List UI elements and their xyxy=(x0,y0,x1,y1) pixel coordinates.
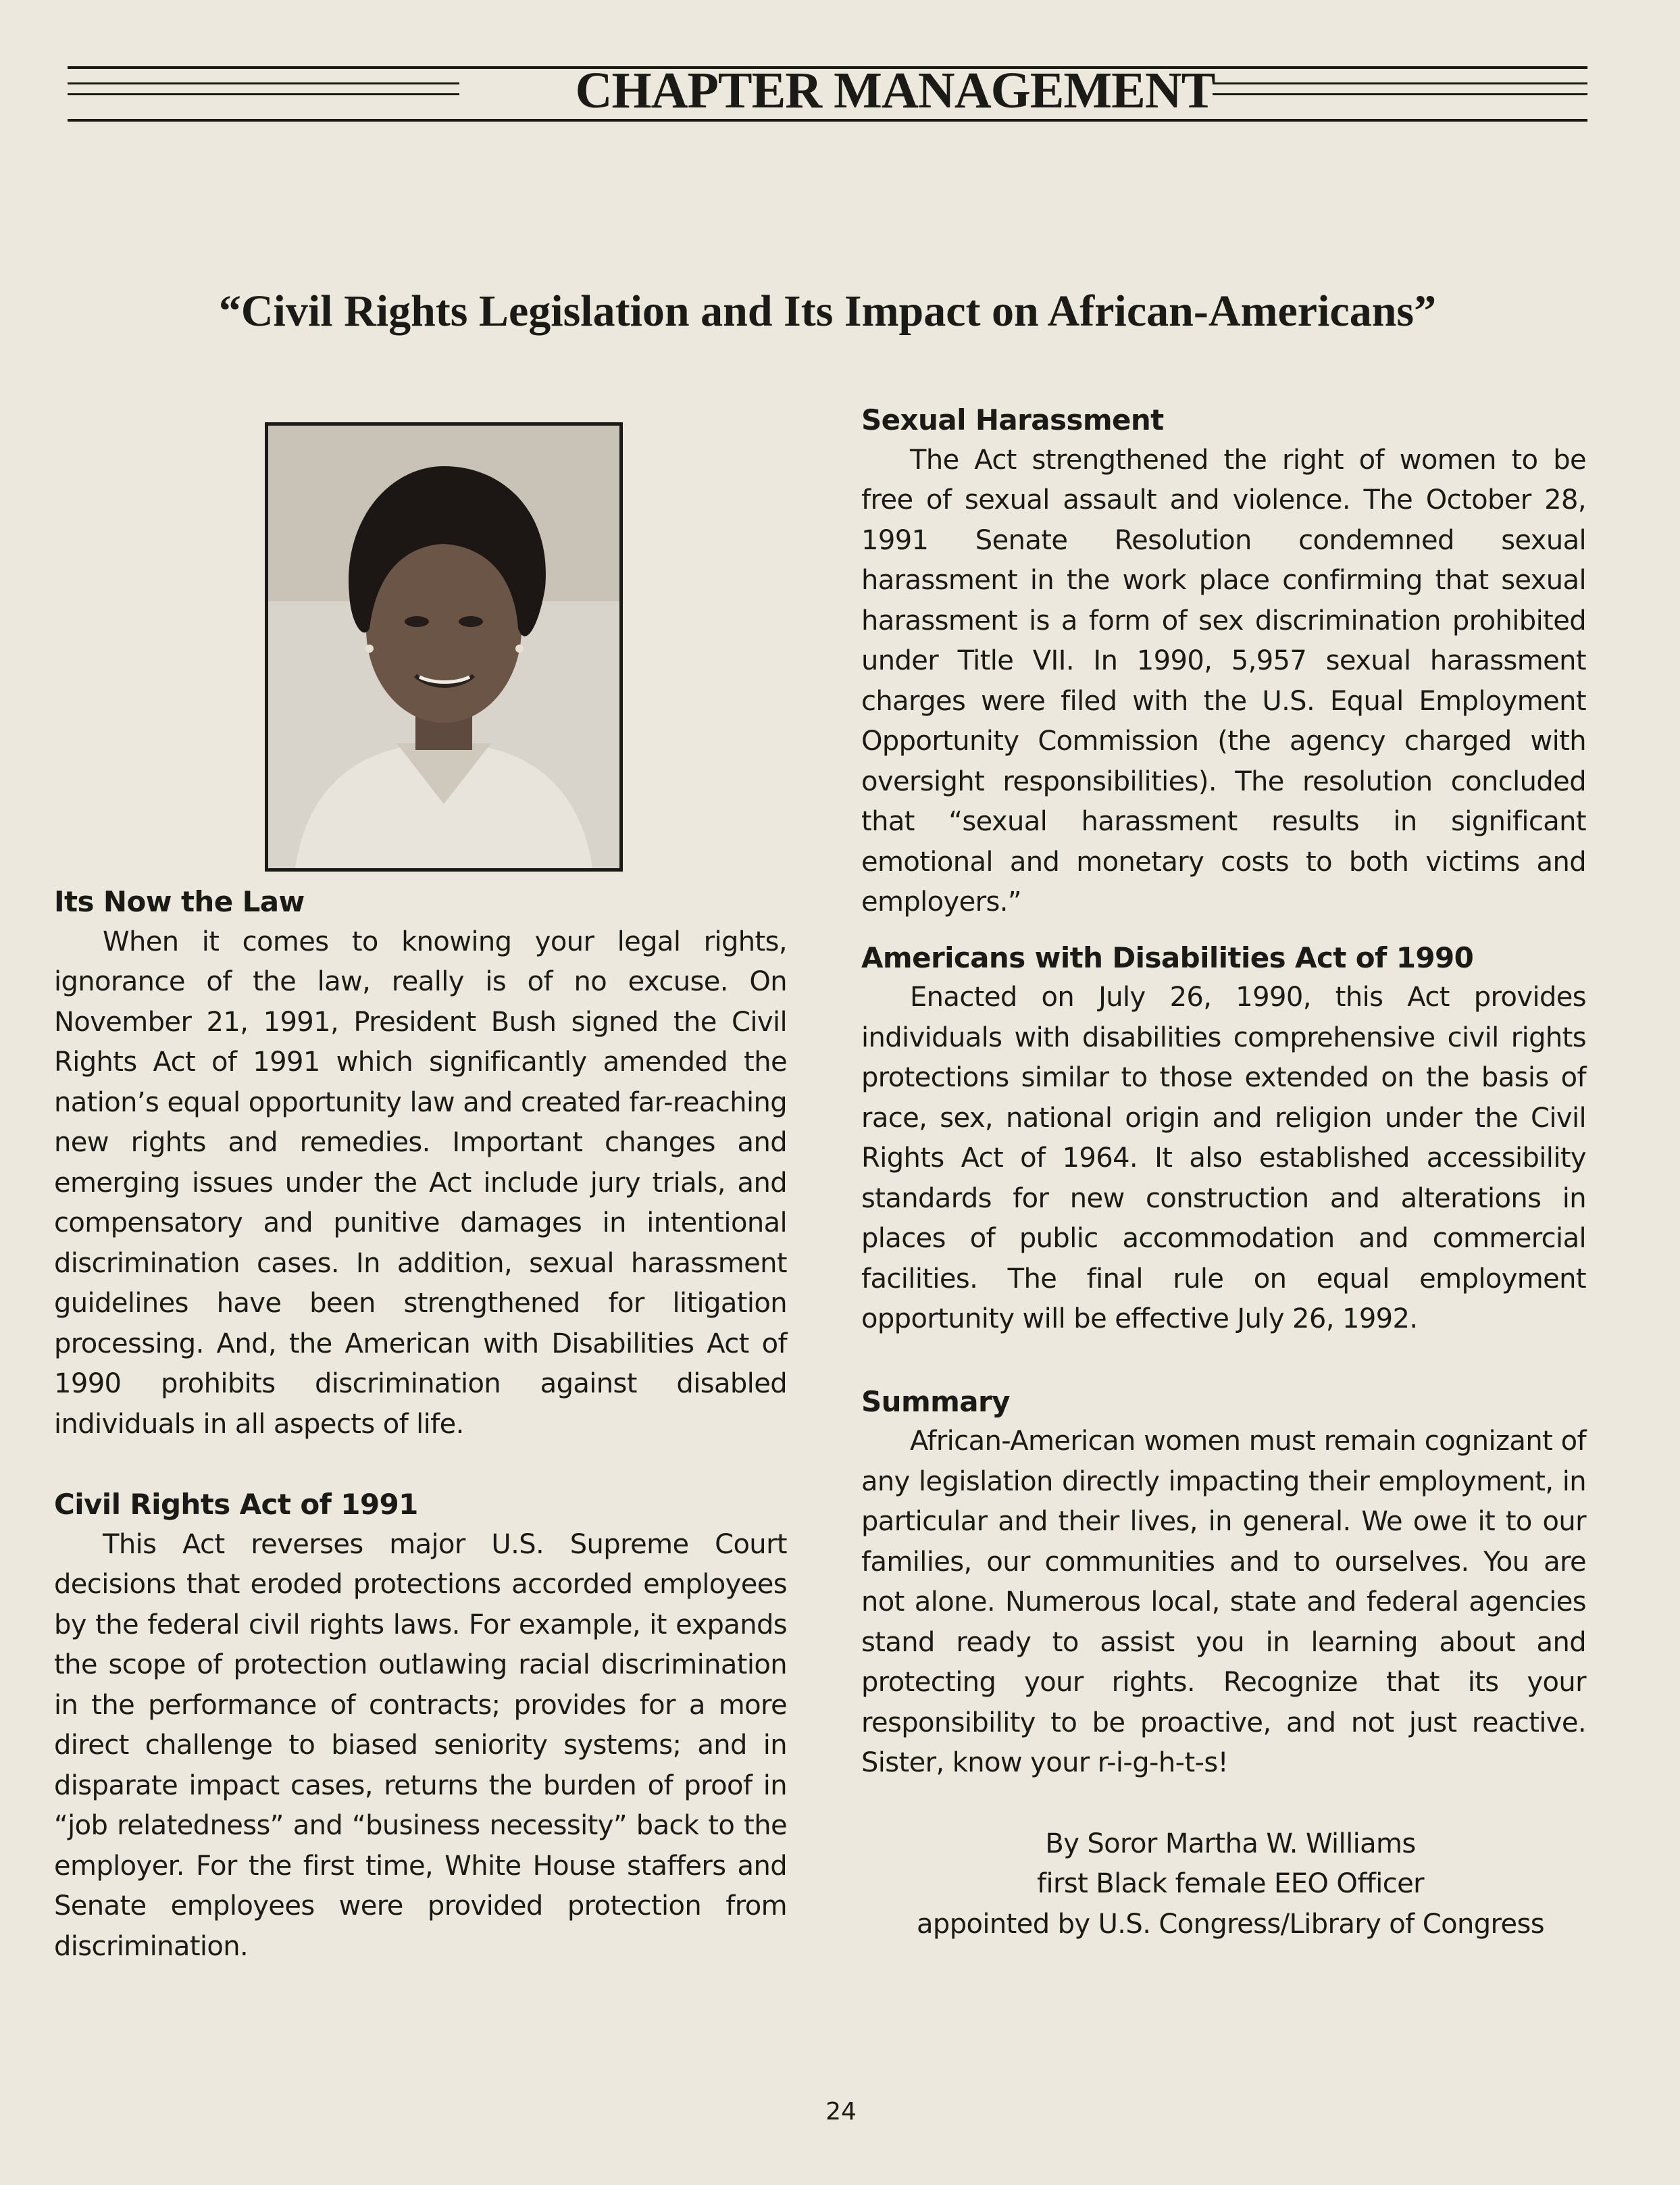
heading-summary: Summary xyxy=(861,1384,1010,1418)
left-column xyxy=(54,882,787,1967)
paragraph-civil-rights-act-1991: This Act reverses major U.S. Supreme Court decisions that eroded protections accorded employees by the federal civil rights laws. For example, it expands the scope of protection outlawing racial discrimination in the performance of contracts; provides for a more direct challenge to biased seniority systems; and in disparate impact cases, returns the burden of proof in “job relatedness” and “business necessity” back to the employer. For the first time, White House staffers and Senate employees were provided protection from discrimination. xyxy=(54,1528,787,1962)
portrait-photo-icon xyxy=(268,426,619,868)
byline-title: first Black female EEO Officer xyxy=(1037,1868,1424,1899)
header-rule-left-1 xyxy=(68,82,459,84)
section-title: CHAPTER MANAGEMENT xyxy=(575,62,1215,119)
header-rule-right-2 xyxy=(1213,93,1587,95)
paragraph-sexual-harassment: The Act strengthened the right of women to be free of sexual assault and violence. The October 28, 1991 Senate Resolution condemned sexual harassment in the work place confirming that sexual harassment is a form of sex discrimination prohibited under Title VII. In 1990, 5,957 sexual harassment charges were filed with the U.S. Equal Employment Opportunity Commission (the agency charged with oversight responsibilities). The resolution concluded that “sexual harassment results in significant emotional and monetary costs to both victims and employers.” xyxy=(861,444,1586,918)
paragraph-summary: African-American women must remain cognizant of any legislation directly impacting their employment, in particular and their lives, in general. We owe it to our families, our communities and to ourselves. You are not alone. Numerous local, state and federal agencies stand ready to assist you in learning about and protecting your rights. Recognize that its your responsibility to be proactive, and not just reactive. Sister, know your r-i-g-h-t-s! xyxy=(861,1426,1586,1778)
byline-author: By Soror Martha W. Williams xyxy=(1045,1828,1416,1859)
heading-sexual-harassment: Sexual Harassment xyxy=(861,403,1164,436)
paragraph-ada-1990: Enacted on July 26, 1990, this Act provides individuals with disabilities comprehensive civil rights protections similar to those extended on the basis of race, sex, national origin and religion under the Civil Rights Act of 1964. It also established accessibility standards for new construction and alterations in places of public accommodation and commercial facilities. The final rule on equal employment opportunity will be effective July 26, 1992. xyxy=(861,982,1586,1334)
page-number: 24 xyxy=(825,2098,857,2126)
header-rule-bottom xyxy=(68,119,1587,122)
header-rule-left-2 xyxy=(68,93,459,95)
paragraph-its-now-the-law: When it comes to knowing your legal rights, ignorance of the law, really is of no excuse. On November 21, 1991, President Bush signed the Civil Rights Act of 1991 which significantly amended the nation’s equal opportunity law and created far-reaching new rights and remedies. Important changes and emerging issues under the Act include jury trials, and compensatory and punitive damages in intentional discrimination cases. In addition, sexual harassment guidelines have been strengthened for litigation processing. And, the American with Disabilities Act of 1990 prohibits discrimination against disabled individuals in all aspects of life. xyxy=(54,926,787,1440)
byline-appointment: appointed by U.S. Congress/Library of Congress xyxy=(917,1908,1544,1940)
right-column xyxy=(861,400,1586,1944)
article-title: “Civil Rights Legislation and Its Impact on African-Americans” xyxy=(218,286,1437,336)
chapter-header xyxy=(68,62,1587,123)
heading-its-now-the-law: Its Now the Law xyxy=(54,885,305,918)
portrait-photo xyxy=(265,422,623,872)
heading-ada-1990: Americans with Disabilities Act of 1990 xyxy=(861,940,1474,974)
heading-civil-rights-act-1991: Civil Rights Act of 1991 xyxy=(54,1488,418,1521)
header-rule-right-1 xyxy=(1213,82,1587,84)
